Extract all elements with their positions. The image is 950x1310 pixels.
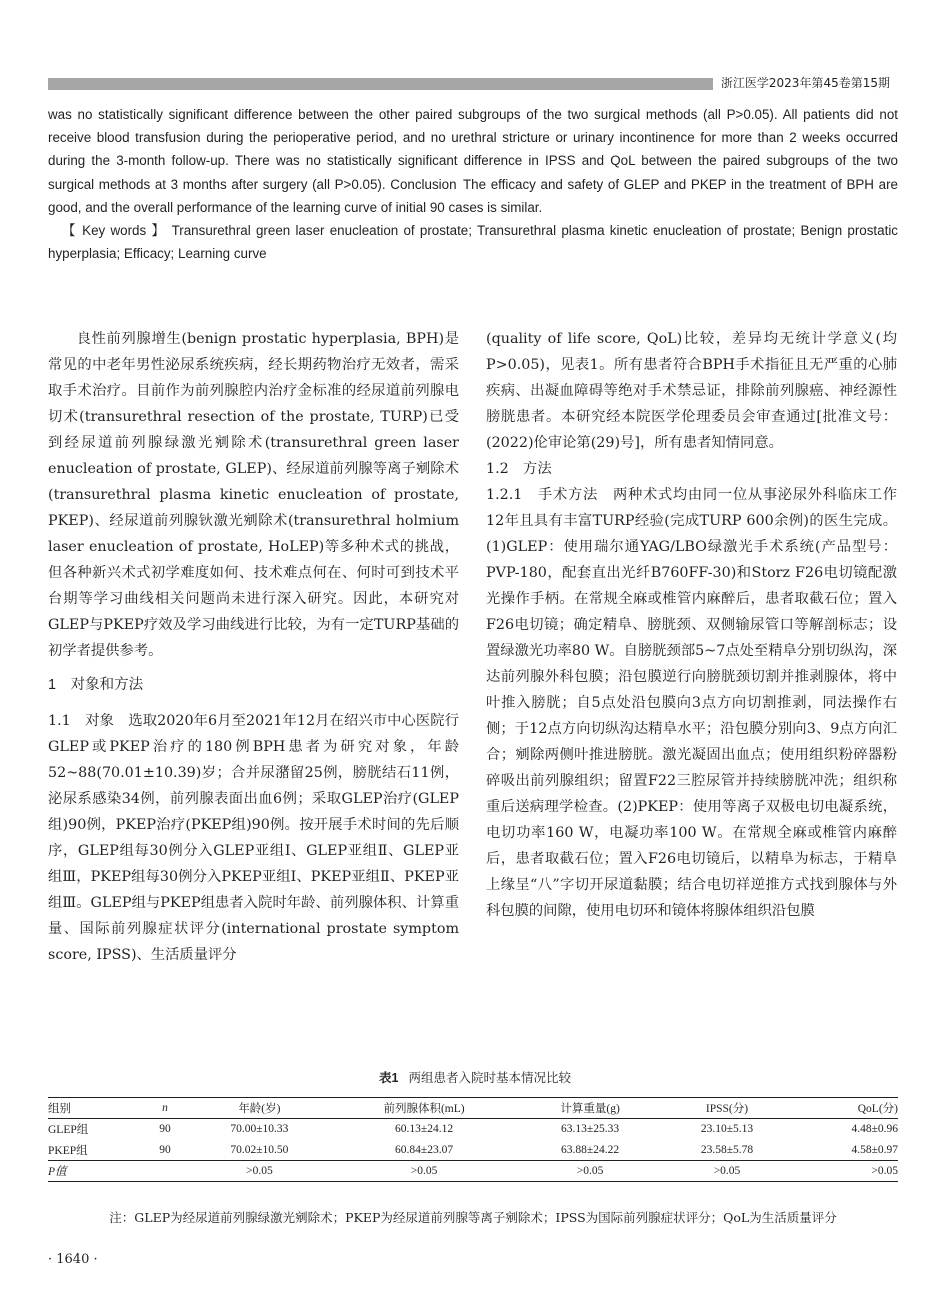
table-cell: 63.88±24.22 — [561, 1143, 620, 1156]
conclusion-label: Conclusion — [390, 176, 457, 192]
table-cell: 23.10±5.13 — [700, 1123, 754, 1136]
table-cell: >0.05 — [246, 1165, 273, 1177]
table-cell: 70.02±10.50 — [230, 1143, 289, 1156]
abstract-para: was no statistically significant difference between the other paired subgroups of the two surgical methods (all P>0.05). All patients did not receive blood transfusion during the perioperative period, and no urethral stricture or urinary incontinence for more than 2 weeks occurred during the 3-month follow-up. There was no statistically significant difference in IPSS and QoL between the paired subgroups of the two surgical methods at 3 months after surgery (all P>0.05). — [48, 107, 898, 192]
intro-paragraph: 良性前列腺增生(benign prostatic hyperplasia, BPH)是常见的中老年男性泌尿系统疾病，经长期药物治疗无效者，需采取手术治疗。目前作为前列腺腔内治疗金标准的经尿道前列腺电切术(transurethral resection of the prostate, TURP)已受到经尿道前列腺绿激光剜除术(transurethral green laser enucleation of prostate, GLEP)、经尿道前列腺等离子剜除术(transurethral plasma kinetic enucleation of prostate, PKEP)、经尿道前列腺钬激光剜除术(transurethral holmium laser enucleation of prostate, HoLEP)等多种术式的挑战，但各种新兴术式初学难度如何、技术难点何在、何时可到技术平台期等学习曲线相关问题尚未进行深入研究。因此，本研究对GLEP与PKEP疗效及学习曲线进行比较，为有一定TURP基础的初学者提供参考。 — [48, 331, 459, 659]
table-cell: P值 — [48, 1166, 67, 1178]
keywords-label: 【 Key words 】 — [62, 223, 167, 239]
table-number: 表1 — [379, 1071, 399, 1085]
table-cell: 4.58±0.97 — [851, 1143, 898, 1156]
right-column — [486, 326, 897, 924]
table-cell: 60.84±23.07 — [395, 1143, 454, 1156]
table-cell: GLEP组 — [48, 1124, 89, 1137]
header-cell: n — [162, 1102, 168, 1114]
keywords-text: Transurethral green laser enucleation of prostate; Transurethral plasma kinetic enucleation of prostate; Benign prostatic hyperplasia; Efficacy; Learning curve — [48, 223, 898, 262]
right-top-paragraph: (quality of life score, QoL)比较，差异均无统计学意义(均P>0.05)，见表1。所有患者符合BPH手术指征且无严重的心肺疾病、出凝血障碍等绝对手术禁忌证，排除前列腺癌、神经源性膀胱患者。本研究经本院医学伦理委员会审查通过[批准文号：(2022)伦审论第(29)号]，所有患者知情同意。 — [486, 331, 897, 451]
header-cell: 前列腺体积(mL) — [383, 1103, 465, 1115]
table-title — [0, 1068, 950, 1086]
page-number: · 1640 · — [48, 1252, 98, 1267]
section-heading-1: 1 对象和方法 — [48, 677, 144, 693]
header-cell: IPSS(分) — [705, 1103, 749, 1115]
table-note: 注：GLEP为经尿道前列腺绿激光剜除术；PKEP为经尿道前列腺等离子剜除术；IPSS为国际前列腺症状评分；QoL为生活质量评分 — [109, 1210, 837, 1225]
baseline-table — [48, 1097, 898, 1182]
journal-header: 浙江医学2023年第45卷第15期 — [713, 74, 898, 92]
table-cell: 90 — [159, 1143, 171, 1156]
abstract-results — [48, 103, 898, 219]
table-row — [48, 1161, 898, 1182]
header-cell: 计算重量(g) — [560, 1103, 620, 1115]
table-header-row — [48, 1098, 898, 1119]
table-cell: >0.05 — [576, 1165, 604, 1177]
conclusion-text: The efficacy and safety of GLEP and PKEP in the treatment of BPH are good, and the overall performance of the learning curve of initial 90 cases is similar. — [48, 176, 898, 215]
table-row — [48, 1119, 898, 1140]
table-cell: PKEP组 — [48, 1144, 88, 1157]
table-row — [48, 1140, 898, 1161]
subject-paragraph: 1.1 对象 选取2020年6月至2021年12月在绍兴市中心医院行GLEP或PKEP治疗的180例BPH患者为研究对象，年龄52~88(70.01±10.39)岁；合并尿潴留25例，膀胱结石11例，泌尿系感染34例，前列腺表面出血6例；采取GLEP治疗(GLEP组)90例，PKEP治疗(PKEP组)90例。按开展手术时间的先后顺序，GLEP组每30例分入GLEP亚组Ⅰ、GLEP亚组Ⅱ、GLEP亚组Ⅲ，PKEP组每30例分入PKEP亚组Ⅰ、PKEP亚组Ⅱ、PKEP亚组Ⅲ。GLEP组与PKEP组患者入院时年龄、前列腺体积、计算重量、国际前列腺症状评分(international prostate symptom score, IPSS)、生活质量评分 — [48, 713, 459, 963]
table-cell: 4.48±0.96 — [851, 1123, 898, 1136]
keywords — [48, 219, 898, 265]
table-cell: 60.13±24.12 — [395, 1123, 454, 1136]
table-cell: 63.13±25.33 — [561, 1123, 620, 1136]
header-cell: 组别 — [48, 1103, 71, 1115]
left-column — [48, 326, 459, 968]
header-cell: 年龄(岁) — [238, 1103, 281, 1115]
table-cell: >0.05 — [871, 1165, 898, 1177]
table-cell: >0.05 — [410, 1165, 438, 1177]
header-cell: QoL(分) — [857, 1103, 898, 1115]
table-cell: 90 — [159, 1123, 171, 1136]
table-cell: >0.05 — [713, 1165, 741, 1177]
abstract-section — [48, 103, 898, 265]
table-cell: 70.00±10.33 — [230, 1123, 289, 1136]
table-caption: 两组患者入院时基本情况比较 — [408, 1071, 571, 1085]
table-cell — [141, 1161, 188, 1182]
method-paragraph: 1.2.1 手术方法 两种术式均由同一位从事泌尿外科临床工作12年且具有丰富TURP经验(完成TURP 600余例)的医生完成。(1)GLEP：使用瑞尔通YAG/LBO绿激光手术系统(产品型号：PVP-180，配套直出光纤B760FF-30)和Storz F26电切镜配激光操作手柄。在常规全麻或椎管内麻醉后，患者取截石位；置入F26电切镜；确定精阜、膀胱颈、双侧输尿管口等解剖标志；设置绿激光功率80 W。自膀胱颈部5~7点处至精阜分别切纵沟，深达前列腺外科包膜；沿包膜逆行向膀胱颈切割并推剥腺体，将中叶推入膀胱；自5点处沿包膜向3点方向切割推剥，同法操作右侧；于12点方向切纵沟达精阜水平；沿包膜分别向3、9点方向汇合；剜除两侧叶推进膀胱。激光凝固出血点；使用组织粉碎器粉碎吸出前列腺组织；留置F22三腔尿管并持续膀胱冲洗；组织称重后送病理学检查。(2)PKEP：使用等离子双极电切电凝系统，电切功率160 W，电凝功率100 W。在常规全麻或椎管内麻醉后，患者取截石位；置入F26电切镜后，以精阜为标志，于精阜上缘呈“八”字切开尿道黏膜；结合电切祥逆推方式找到腺体与外科包膜的间隙，使用电切环和镜体将腺体组织沿包膜 — [486, 487, 897, 919]
section-heading-1-2: 1.2 方法 — [486, 461, 552, 477]
table-cell: 23.58±5.78 — [700, 1143, 754, 1156]
